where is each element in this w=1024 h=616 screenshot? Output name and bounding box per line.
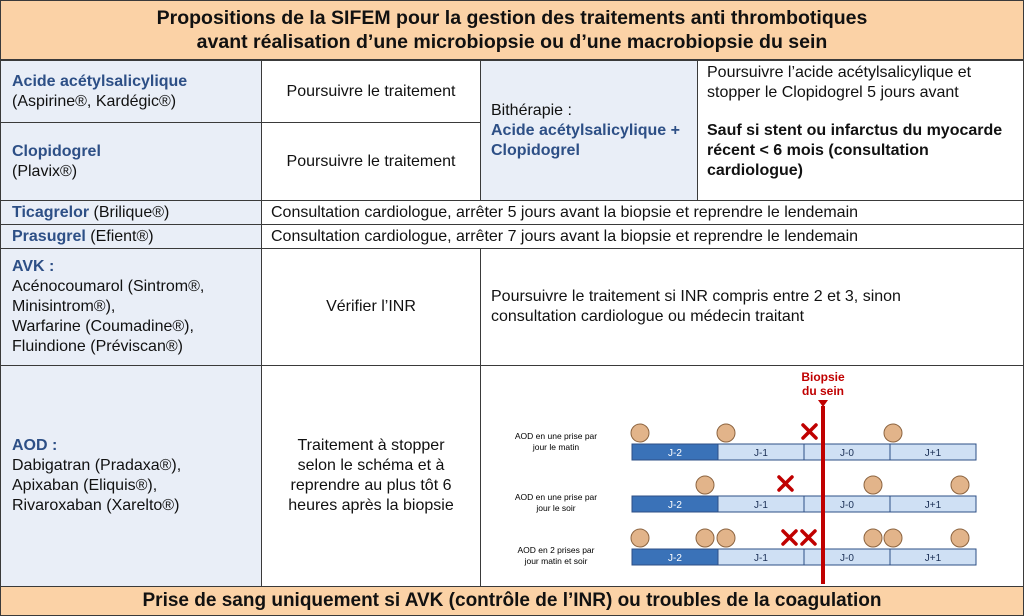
- aod-advice-2: selon le schéma et à: [297, 457, 445, 474]
- aspirine-name: Acide acétylsalicylique: [12, 72, 188, 90]
- clopidogrel-brands: (Plavix®): [12, 162, 78, 180]
- pill-icon: [631, 529, 649, 547]
- prasugrel-drug-cell: [0, 224, 262, 249]
- biopsy-arrow-icon: [818, 400, 828, 407]
- clopidogrel-action: Poursuivre le traitement: [286, 152, 456, 170]
- row-3-label-1: AOD en 2 prises par: [517, 545, 595, 555]
- row-3-day-label: J-2: [668, 553, 682, 564]
- aod-schedule-diagram: [481, 366, 1023, 586]
- biopsy-line: [821, 406, 825, 584]
- avk-line-1: Acénocoumarol (Sintrom®,: [12, 278, 205, 295]
- row-1-day-label: J+1: [924, 448, 942, 459]
- footer-banner: [0, 586, 1024, 616]
- avk-advice-1: Poursuivre le traitement si INR compris entre 2 et 3, sinon: [491, 288, 901, 305]
- clopidogrel-drug-cell: [0, 122, 262, 201]
- skipped-dose-icon: [783, 531, 796, 544]
- aspirine-action: Poursuivre le traitement: [286, 82, 456, 100]
- schedule-row-2: [515, 476, 976, 513]
- bitherapie-advice-2: stopper le Clopidogrel 5 jours avant: [707, 84, 959, 101]
- aspirine-brands: (Aspirine®, Kardégic®): [12, 92, 177, 110]
- skipped-dose-icon: [803, 425, 816, 438]
- pill-icon: [717, 529, 735, 547]
- biopsy-label-2: du sein: [801, 384, 845, 398]
- bitherapie-drug-1: Acide acétylsalicylique +: [491, 121, 680, 139]
- biopsy-label-1: Biopsie: [801, 370, 845, 384]
- clopidogrel-action-cell: [261, 122, 481, 201]
- pill-icon: [951, 476, 969, 494]
- bitherapie-warning-2: récent < 6 mois (consultation: [707, 142, 929, 159]
- row-1-day-label: J-1: [754, 448, 768, 459]
- ticagrelor-action: Consultation cardiologue, arrêter 5 jours avant la biopsie et reprendre le lendemain: [271, 203, 859, 221]
- row-2-day-label: J-2: [668, 500, 682, 511]
- avk-drug-cell: [0, 248, 262, 366]
- title-banner: [0, 0, 1024, 60]
- pill-icon: [864, 476, 882, 494]
- row-1-label-1: AOD en une prise par: [514, 431, 598, 441]
- pill-icon: [884, 424, 902, 442]
- aod-advice-4: heures après la biopsie: [288, 497, 454, 514]
- ticagrelor-action-cell: [261, 200, 1024, 225]
- bitherapie-label: Bithérapie :: [491, 101, 572, 119]
- prasugrel-brand: (Efient®): [85, 227, 154, 245]
- row-2-label-2: jour le soir: [536, 503, 576, 513]
- avk-check-cell: [261, 248, 481, 366]
- aspirine-drug-cell: [0, 60, 262, 123]
- aod-schedule-cell: [480, 365, 1024, 587]
- avk-line-3: Warfarine (Coumadine®),: [12, 318, 194, 335]
- row-2-day-label: J-0: [840, 500, 854, 511]
- aspirine-action-cell: [261, 60, 481, 123]
- aod-heading: AOD :: [12, 437, 58, 454]
- title-line-1: Propositions de la SIFEM pour la gestion des traitements anti thrombotiques: [156, 7, 868, 29]
- bitherapie-drug-2: Clopidogrel: [491, 141, 580, 159]
- avk-advice-2: consultation cardiologue ou médecin traitant: [491, 308, 805, 325]
- pill-icon: [696, 529, 714, 547]
- row-2-label-1: AOD en une prise par: [514, 492, 598, 502]
- pill-icon: [951, 529, 969, 547]
- row-3-day-label: J+1: [924, 553, 942, 564]
- bitherapie-advice-cell: [697, 60, 1024, 201]
- row-1-label-2: jour le matin: [532, 442, 580, 452]
- aod-drug-cell: [0, 365, 262, 587]
- schedule-row-3: [517, 529, 976, 566]
- prasugrel-name: Prasugrel: [12, 227, 86, 245]
- avk-heading: AVK :: [12, 258, 55, 275]
- row-1-day-label: J-2: [668, 448, 682, 459]
- row-3-day-label: J-0: [840, 553, 854, 564]
- avk-line-2: Minisintrom®),: [12, 298, 116, 315]
- row-3-day-label: J-1: [754, 553, 768, 564]
- bitherapie-advice-1: Poursuivre l’acide acétylsalicylique et: [707, 64, 972, 81]
- avk-advice-cell: [480, 248, 1024, 366]
- ticagrelor-name: Ticagrelor: [12, 203, 90, 221]
- row-1-day-label: J-0: [840, 448, 854, 459]
- bitherapie-cell: [480, 60, 698, 201]
- aod-advice-cell: [261, 365, 481, 587]
- footer-text: Prise de sang uniquement si AVK (contrôle de l’INR) ou troubles de la coagulation: [142, 590, 882, 611]
- bitherapie-warning-3: cardiologue): [707, 162, 804, 179]
- bitherapie-warning-1: Sauf si stent ou infarctus du myocarde: [707, 122, 1003, 139]
- aod-line-2: Apixaban (Eliquis®),: [12, 477, 158, 494]
- clopidogrel-name: Clopidogrel: [12, 142, 101, 160]
- schedule-row-1: [515, 424, 976, 460]
- avk-line-4: Fluindione (Préviscan®): [12, 338, 183, 355]
- skipped-dose-icon: [802, 531, 815, 544]
- ticagrelor-drug-cell: [0, 200, 262, 225]
- pill-icon: [717, 424, 735, 442]
- aod-advice-1: Traitement à stopper: [297, 437, 445, 454]
- pill-icon: [696, 476, 714, 494]
- aod-advice-3: reprendre au plus tôt 6: [290, 477, 452, 494]
- row-2-day-label: J-1: [754, 500, 768, 511]
- row-3-label-2: jour matin et soir: [524, 556, 588, 566]
- pill-icon: [864, 529, 882, 547]
- aod-line-1: Dabigatran (Pradaxa®),: [12, 457, 182, 474]
- pill-icon: [631, 424, 649, 442]
- pill-icon: [884, 529, 902, 547]
- skipped-dose-icon: [779, 477, 792, 490]
- aod-line-3: Rivaroxaban (Xarelto®): [12, 497, 180, 514]
- row-2-day-label: J+1: [924, 500, 942, 511]
- ticagrelor-brand: (Brilique®): [89, 203, 170, 221]
- title-line-2: avant réalisation d’une microbiopsie ou d’une macrobiopsie du sein: [196, 31, 828, 53]
- avk-check: Vérifier l’INR: [326, 298, 416, 315]
- prasugrel-action-cell: [261, 224, 1024, 249]
- prasugrel-action: Consultation cardiologue, arrêter 7 jours avant la biopsie et reprendre le lendemain: [271, 227, 859, 245]
